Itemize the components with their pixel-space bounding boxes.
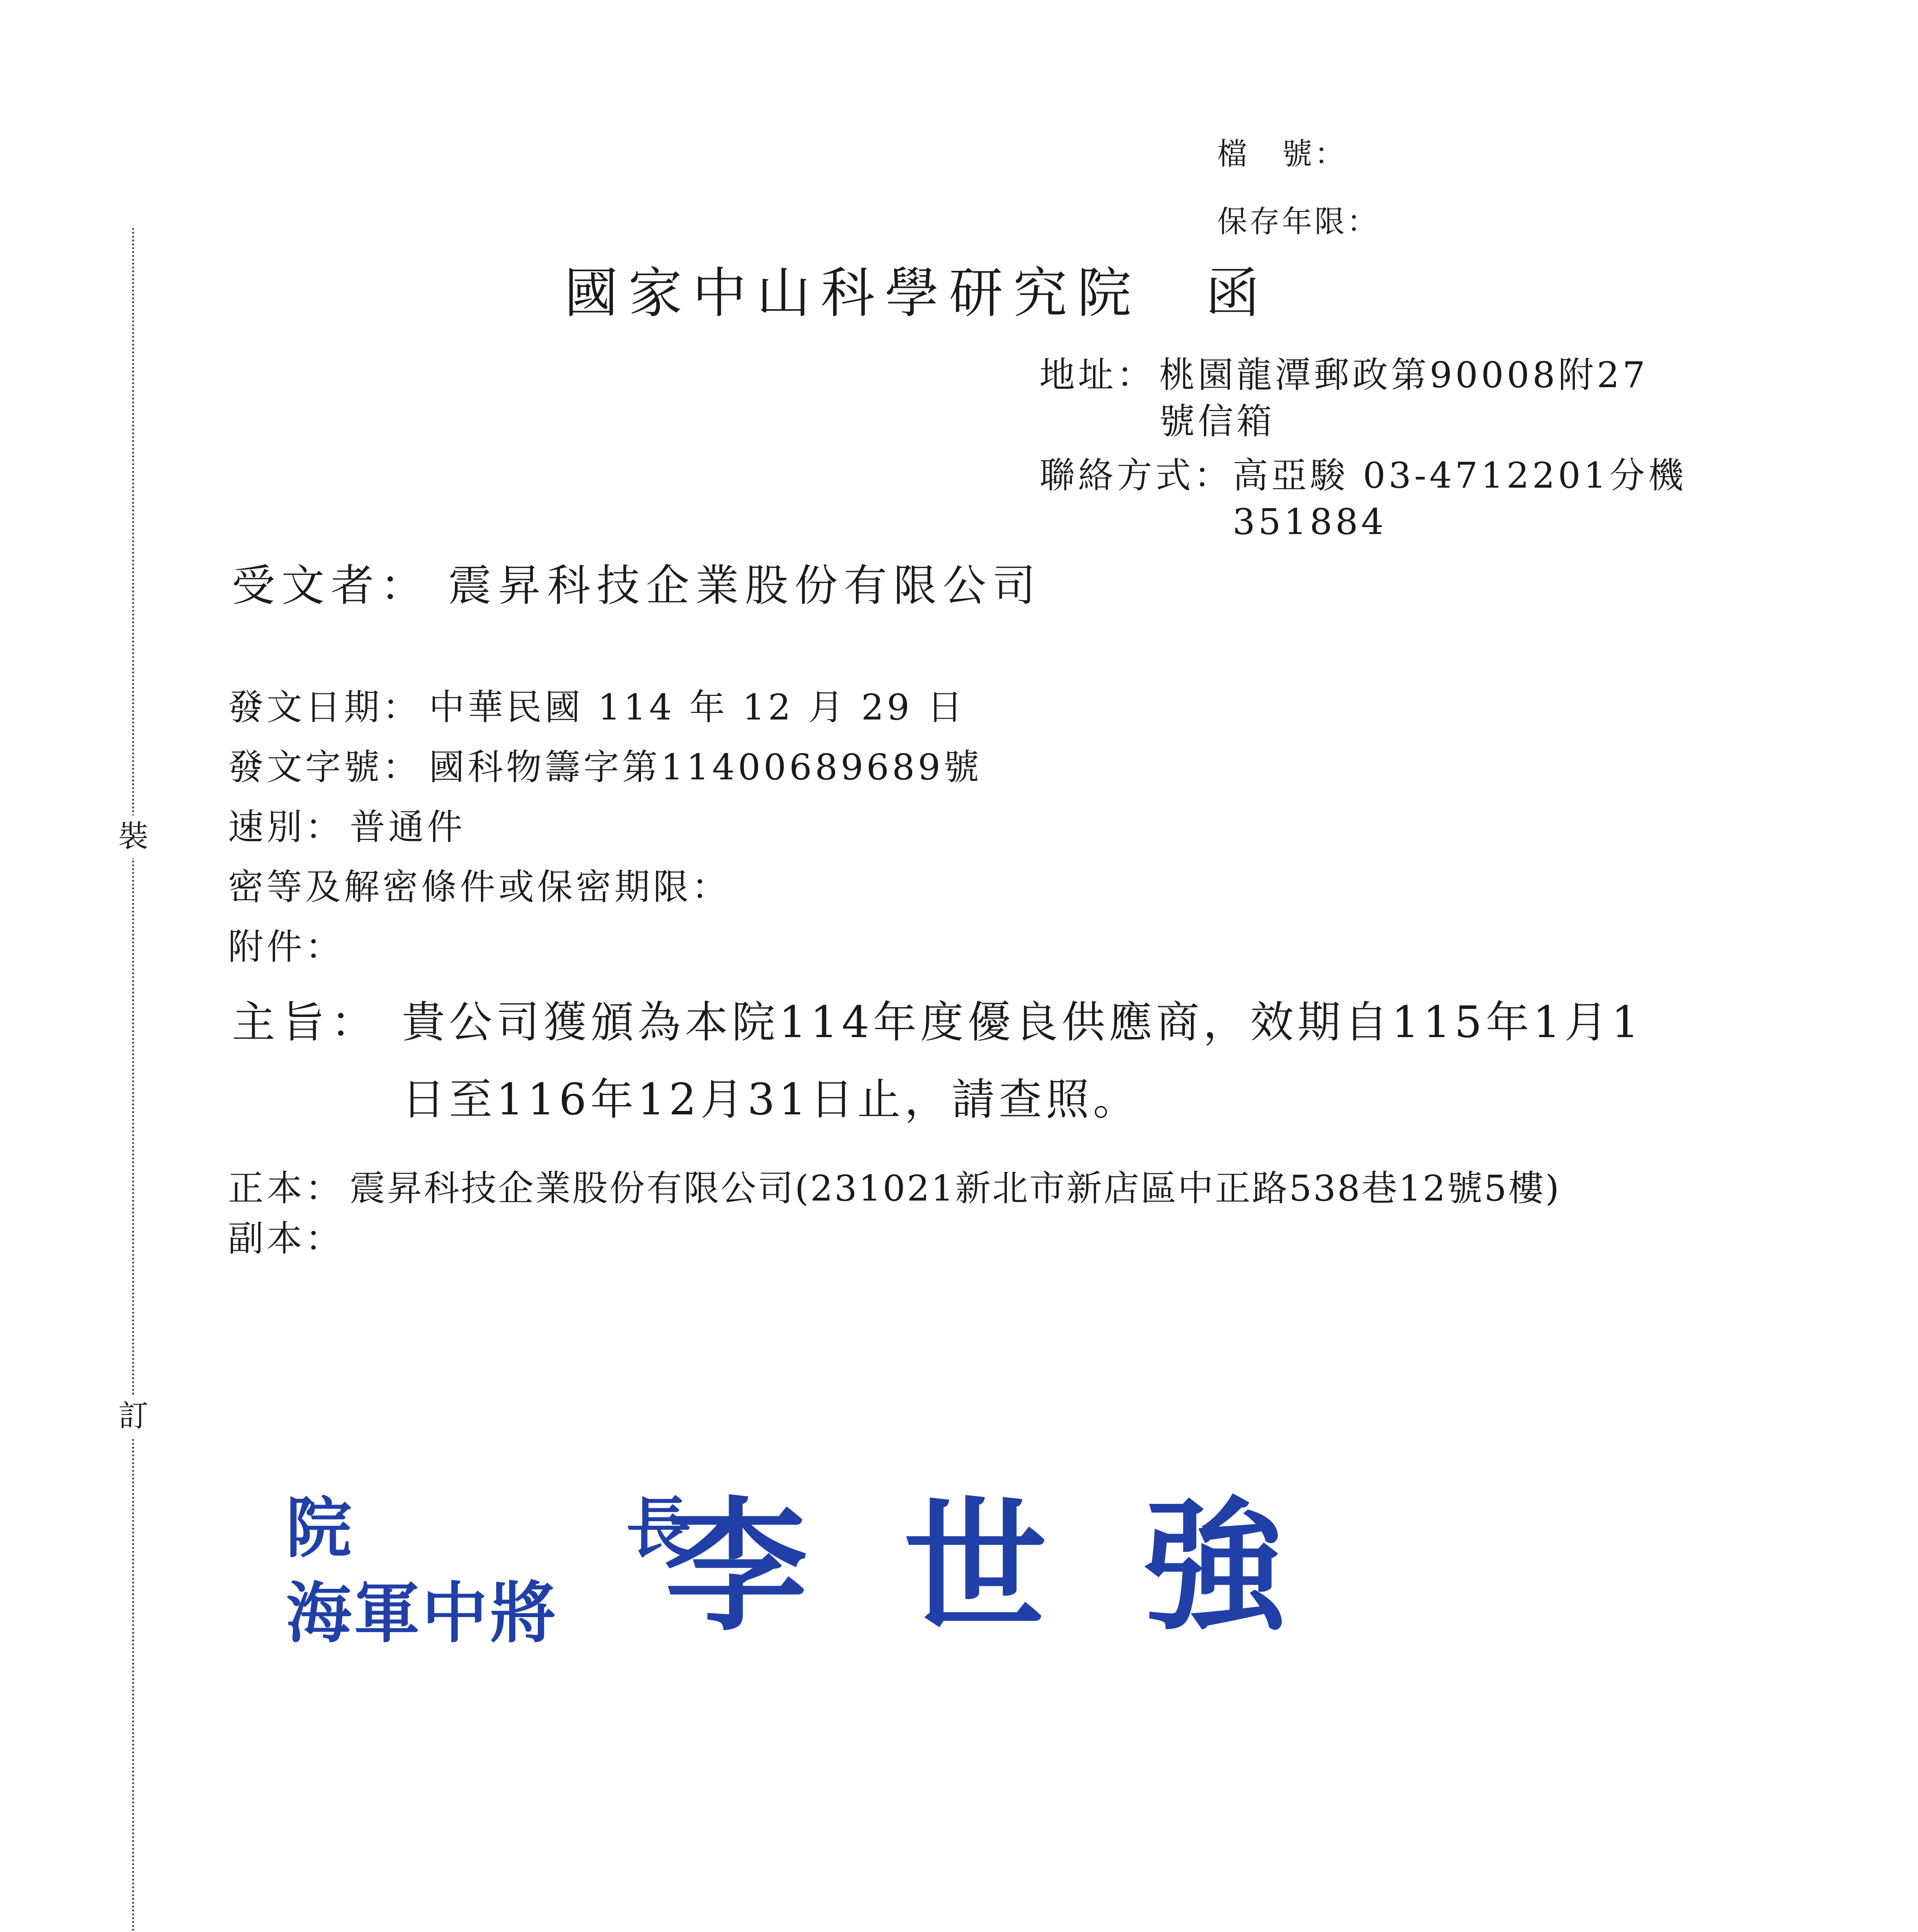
binding-line bbox=[132, 228, 134, 1932]
address-line2: 號信箱 bbox=[1159, 401, 1275, 442]
contact-line1: 高亞駿 03-4712201分機 bbox=[1233, 455, 1687, 496]
stamp-title-line: 院 長 bbox=[286, 1490, 694, 1567]
speed-value: 普通件 bbox=[350, 806, 466, 848]
contact-line2: 351884 bbox=[1233, 501, 1387, 543]
copy-recipient-label: 副本： bbox=[228, 1218, 344, 1259]
address-line1: 桃園龍潭郵政第90008附27 bbox=[1159, 354, 1648, 396]
retention-label: 保存年限： bbox=[1217, 204, 1380, 239]
issue-date-value: 中華民國 114 年 12 月 29 日 bbox=[429, 687, 966, 728]
stamp-signature-name: 李 世 強 bbox=[665, 1483, 1309, 1651]
recipient-label: 受文者： bbox=[232, 561, 430, 611]
original-recipient-value: 震昇科技企業股份有限公司(231021新北市新店區中正路538巷12號5樓) bbox=[350, 1168, 1561, 1209]
file-number-label: 檔 號： bbox=[1217, 137, 1347, 172]
recipient-name: 震昇科技企業股份有限公司 bbox=[448, 561, 1042, 611]
stamp-rank-line: 海軍中將 bbox=[286, 1575, 558, 1652]
subject-line2: 日至116年12月31日止，請查照。 bbox=[402, 1075, 1140, 1125]
document-title: 國家中山科學研究院 函 bbox=[564, 262, 1270, 325]
reference-number-label: 發文字號： bbox=[228, 747, 422, 788]
original-recipient-label: 正本： bbox=[228, 1168, 344, 1209]
secrecy-label: 密等及解密條件或保密期限： bbox=[228, 866, 731, 908]
reference-number-value: 國科物籌字第11400689689號 bbox=[429, 747, 982, 788]
speed-label: 速別： bbox=[228, 806, 344, 848]
subject-label: 主旨： bbox=[232, 997, 380, 1048]
issue-date-label: 發文日期： bbox=[228, 687, 422, 728]
subject-line1: 貴公司獲頒為本院114年度優良供應商，效期自115年1月1 bbox=[402, 997, 1643, 1048]
binding-char-zhuang: 裝 bbox=[116, 815, 151, 858]
binding-char-ding: 訂 bbox=[116, 1395, 151, 1437]
address-label: 地址： bbox=[1039, 354, 1156, 396]
attachment-label: 附件： bbox=[228, 926, 344, 968]
contact-label: 聯絡方式： bbox=[1039, 455, 1233, 496]
